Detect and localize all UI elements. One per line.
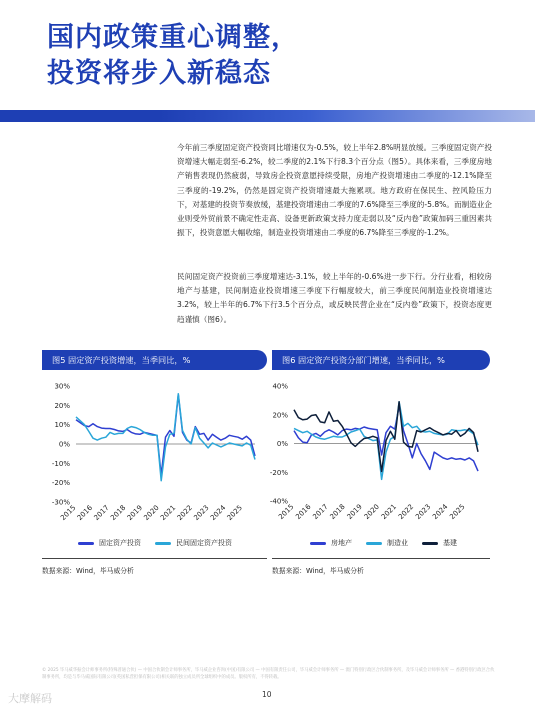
chart5-source: 数据来源：Wind，毕马威分析: [42, 567, 134, 575]
footer-copyright: © 2025 毕马威华振会计师事务所(特殊普通合伙) — 中国合伙制会计师事务所，毕马威企业咨询(中国)有限公司 — 中国有限责任公司，毕马威会计师事务所 — 澳门特别行政区合伙制事务所，及毕马威会计师事务所 — 香港特别行政区合伙制事务所，均是与毕马威国际有限公司(英国私营担保有限公司)相关联的独立成员所全球组织中的成员。版权所有，不得转载。: [42, 668, 495, 680]
chart6-xtick-label: 2016: [294, 502, 313, 522]
chart5-ytick-label: 20%: [54, 401, 70, 410]
header-band-gradient: [160, 110, 535, 122]
chart6-legend-item: [422, 538, 457, 548]
chart5-plot: [42, 372, 267, 534]
chart6-xtick-label: 2021: [379, 502, 399, 522]
chart6-ytick-label: 20%: [272, 411, 288, 420]
chart6-source-divider: [272, 558, 490, 559]
chart5-xtick-label: 2017: [92, 503, 111, 523]
chart5-xtick-label: 2019: [125, 503, 145, 523]
chart5-source-divider: [42, 558, 267, 559]
chart5-legend-item: [155, 538, 232, 548]
watermark-logo: 大摩解码: [8, 692, 52, 705]
chart6-ytick-label: 40%: [272, 382, 288, 391]
chart6-series-line-3: [294, 402, 478, 472]
chart5-xtick-label: 2023: [192, 503, 211, 523]
chart5-xtick-label: 2024: [209, 503, 228, 523]
chart6-xtick-label: 2022: [396, 502, 416, 522]
chart5-ytick-label: -30%: [51, 498, 70, 507]
chart5-ytick-label: 0%: [58, 440, 70, 449]
chart5-ytick-label: -20%: [51, 479, 70, 488]
chart5-ytick-label: -10%: [51, 459, 70, 468]
chart6-xtick-label: 2015: [277, 502, 296, 522]
chart5-heading: 图5 固定资产投资增速，当季同比，%: [42, 350, 267, 370]
chart5-legend-swatch: [155, 542, 171, 545]
chart5-xtick-label: 2018: [109, 503, 128, 523]
chart6-legend-label: 房地产: [331, 539, 352, 547]
chart5-xtick-label: 2025: [225, 503, 244, 523]
chart6-xtick-label: 2024: [431, 502, 450, 522]
chart5-xtick-label: 2021: [159, 503, 178, 523]
chart5-legend: [78, 538, 246, 548]
page-title-line-1: 国内政策重心调整，: [47, 22, 299, 53]
chart5-xtick-label: 2016: [75, 503, 95, 523]
chart6-ytick-label: 0%: [276, 440, 288, 448]
chart6-legend-item: [310, 538, 352, 548]
chart6-xtick-label: 2020: [362, 502, 381, 522]
chart5-xtick-label: 2022: [175, 503, 194, 523]
chart5-legend-label: 民间固定资产投资: [176, 539, 232, 547]
chart6-xtick-label: 2018: [328, 502, 347, 522]
chart5-series-line-1: [76, 395, 255, 475]
chart5-legend-swatch: [78, 542, 94, 545]
chart6-ytick-label: -40%: [269, 497, 288, 506]
chart6-xtick-label: 2023: [414, 502, 433, 522]
chart6-ytick-label: -20%: [269, 468, 288, 477]
chart6-source: 数据来源：Wind，毕马威分析: [272, 567, 364, 575]
body-paragraph-2: 民间固定资产投资前三季度增速达-3.1%，较上半年的-0.6%进一步下行。分行业看，相较房地产与基建，民间制造业投资增速三季度下行幅度较大，前三季度民间制造业投资增速达3.2%，较上半年的6.7%下行3.5个百分点，或反映民营企业在“反内卷”政策下，投资态度更趋谨慎（图6）。: [177, 272, 492, 324]
chart5-xtick-label: 2015: [59, 503, 78, 523]
chart5-legend-item: [78, 538, 141, 548]
chart5-ytick-label: 10%: [54, 421, 70, 430]
chart6-legend-item: [366, 538, 408, 548]
chart6-legend: [310, 538, 471, 548]
chart6-legend-swatch: [366, 542, 382, 545]
chart5-legend-label: 固定资产投资: [99, 539, 141, 547]
chart6-legend-swatch: [422, 542, 438, 545]
page-title: [47, 20, 299, 92]
body-paragraph-1: 今年前三季度固定资产投资同比增速仅为-0.5%，较上半年2.8%明显放缓。三季度固定资产投资增速大幅走弱至-6.2%，较二季度的2.1%下行8.3个百分点（图5）。具体来看，三季度房地产销售表现仍然疲弱，导致房企投资意愿持续受限，房地产投资增速由二季度的-12.1%降至三季度的-19.2%，仍然是固定资产投资增速最大拖累项。地方政府在保民生、控风险压力下，对基建的投资节奏放缓，基建投资增速由二季度的7.6%降至三季度的-5.8%。而制造业企业则受外贸前景不确定性走高、设备更新政策支持力度走弱以及“反内卷”政策加码三重因素共振下，投资意愿大幅收缩，制造业投资增速由二季度的6.7%降至三季度的-1.2%。: [177, 143, 492, 238]
chart6-legend-swatch: [310, 542, 326, 545]
chart6-plot: [266, 372, 492, 534]
chart6-heading: 图6 固定资产投资分部门增速，当季同比，%: [272, 350, 490, 370]
chart5-xtick-label: 2020: [142, 503, 161, 523]
page-number: 10: [262, 690, 272, 699]
chart6-xtick-label: 2019: [345, 502, 364, 522]
chart6-xtick-label: 2017: [311, 502, 330, 522]
chart5-ytick-label: 30%: [54, 382, 70, 391]
chart6-xtick-label: 2025: [448, 502, 467, 522]
page-title-line-2: 投资将步入新稳态: [47, 58, 271, 89]
chart6-legend-label: 制造业: [387, 539, 408, 547]
chart6-legend-label: 基建: [443, 539, 457, 547]
